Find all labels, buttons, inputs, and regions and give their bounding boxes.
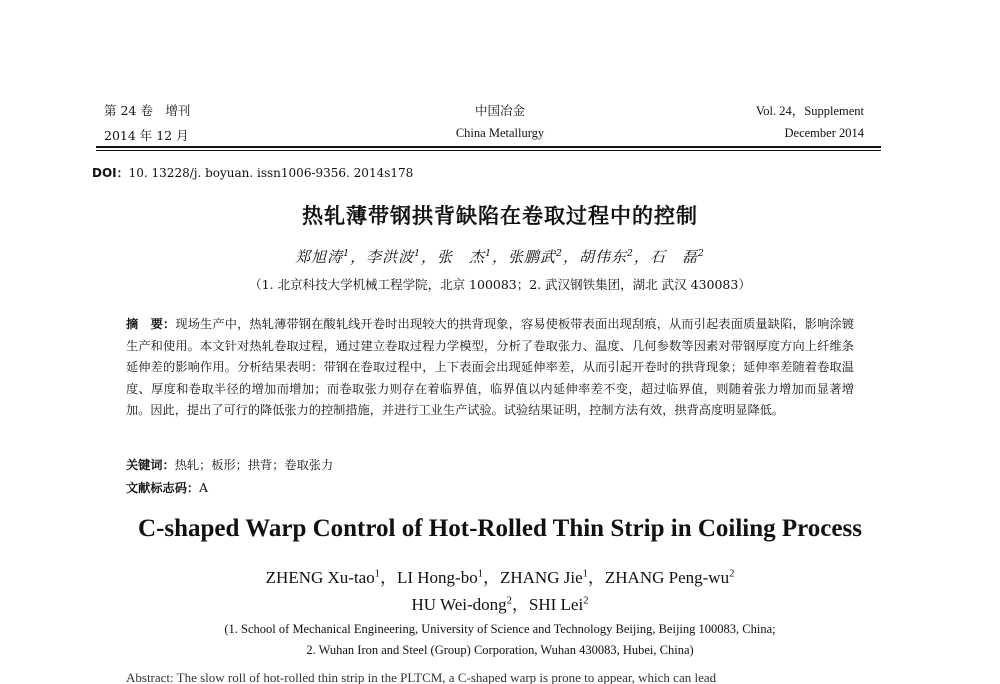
author-affiliation-marker: 1 xyxy=(414,248,422,259)
author-name: ZHANG Jie$^1$ xyxy=(499,568,588,587)
header-volume: 第 24 卷 增刊 xyxy=(104,103,191,118)
author-affiliation-marker: 1 xyxy=(582,568,588,580)
header-journal-cn: 中国冶金 xyxy=(474,103,525,118)
author-affiliation-marker: 2 xyxy=(556,248,563,259)
author-name: LI Hong-$bo^1$ xyxy=(396,568,483,587)
author-affiliation-marker: 2 xyxy=(626,248,634,259)
doc-code-cn-label: 文献标志码： xyxy=(126,481,200,495)
header-rule-bottom xyxy=(96,150,881,151)
header-volume-en: Vol. 24，Supplement xyxy=(755,104,864,118)
authors-en-line2 xyxy=(0,590,1000,615)
author-separator: ， xyxy=(491,248,508,266)
header-rule-top xyxy=(96,146,881,148)
doi-label: DOI： xyxy=(92,166,129,180)
author-name: ZHENG Xu-tao$^1$ xyxy=(265,568,380,587)
abstract-cn-text: 现场生产中，热轧薄带钢在酸轧线开卷时出现较大的拱背现象，容易使板带表面出现刮痕，从而引起表面质量缺陷，影响涂镀生产和使用。本文针对热轧卷取过程，通过建立卷取过程力学模型，分析了卷取张力、温度、几何参数等因素对带钢厚度方向上纤维条延伸差的影响作用。分析结果表明：带钢在卷取过程中，上下表面会出现延伸率差，从而引起开卷时的拱背现象；延伸率差随着卷取温度、厚度和卷取半径的增加而增加；而卷取张力则存在着临界值，临界值以内延伸率差不变，超过临界值，则随着张力增加而显著增加。因此，提出了可行的降低张力的控制措施，并进行工业生产试验。试验结果证明，控制方法有效，拱背高度明显降低。 xyxy=(126,317,855,417)
affiliation-en-line2: 2. Wuhan Iron and Steel (Group) Corporation, Wuhan 430083, Hubei, China) xyxy=(306,643,694,657)
abstract-en-cutoff: Abstract: The slow roll of hot-rolled thin strip in the PLTCM, a C-shaped warp is prone to appear, which can lead xyxy=(126,670,717,684)
keywords-cn-label: 关键词： xyxy=(126,458,175,472)
author-affiliation-marker: 1 xyxy=(485,248,492,259)
author-affiliation-marker: 2 xyxy=(583,595,589,607)
author-name: ZHANG Peng-$wu^2$ xyxy=(604,568,735,587)
author-separator: ， xyxy=(482,568,500,587)
author-name: SHI Lei$^2$ xyxy=(528,595,589,614)
author-affiliation-marker: 1 xyxy=(374,568,380,580)
authors-cn xyxy=(0,246,1000,267)
author-affiliation-marker: 2 xyxy=(729,568,735,580)
author-affiliation-marker: 2 xyxy=(506,595,512,607)
doc-code-cn-text: A xyxy=(199,481,208,495)
author-affiliation-marker: 2 xyxy=(697,248,705,259)
author-affiliation-marker: 1 xyxy=(343,248,351,259)
abstract-cn xyxy=(126,314,854,422)
affiliation-en-line1: (1. School of Mechanical Engineering, University of Science and Technology Beijing, Beijing 100083, China; xyxy=(224,622,776,636)
author-separator: ， xyxy=(511,595,529,614)
authors-en-line1 xyxy=(0,563,1000,588)
author-name: 胡伟东$^2$ xyxy=(578,248,634,266)
header-date-cn: 2014 年 12 月 xyxy=(104,128,189,143)
header-journal-en: China Metallurgy xyxy=(455,126,545,140)
author-separator: ， xyxy=(562,248,579,266)
author-affiliation-marker: 1 xyxy=(477,568,483,580)
author-name: 郑旭涛$^1$ xyxy=(295,248,351,266)
author-name: HU Wei-dong$^2$ xyxy=(411,595,512,614)
author-name: 李洪波$^1$ xyxy=(366,248,422,266)
keywords-cn xyxy=(126,456,333,473)
author-separator: ， xyxy=(379,568,397,587)
header-date-en: December 2014 xyxy=(784,126,864,140)
author-name: 张 杰$^1$ xyxy=(437,248,492,266)
author-separator: ， xyxy=(587,568,605,587)
keywords-cn-text: 热轧；板形；拱背；卷取张力 xyxy=(174,458,334,472)
title-en: C-shaped Warp Control of Hot-Rolled Thin Strip in Coiling Process xyxy=(138,515,862,542)
author-name: 石 磊$^2$ xyxy=(649,248,705,266)
author-separator: ， xyxy=(421,248,438,266)
author-separator: ， xyxy=(350,248,367,266)
author-name: 张鹏武$^2$ xyxy=(508,248,563,266)
abstract-cn-label: 摘 要： xyxy=(126,317,176,331)
author-separator: ， xyxy=(633,248,650,266)
doi-line xyxy=(92,164,413,181)
affiliation-cn: （1. 北京科技大学机械工程学院，北京 100083；2. 武汉钢铁集团，湖北 武汉 430083） xyxy=(249,277,751,292)
doc-code-cn xyxy=(126,479,208,496)
title-cn: 热轧薄带钢拱背缺陷在卷取过程中的控制 xyxy=(302,204,698,228)
doi-value: 10. 13228/j. boyuan. issn1006-9356. 2014s178 xyxy=(128,166,414,180)
